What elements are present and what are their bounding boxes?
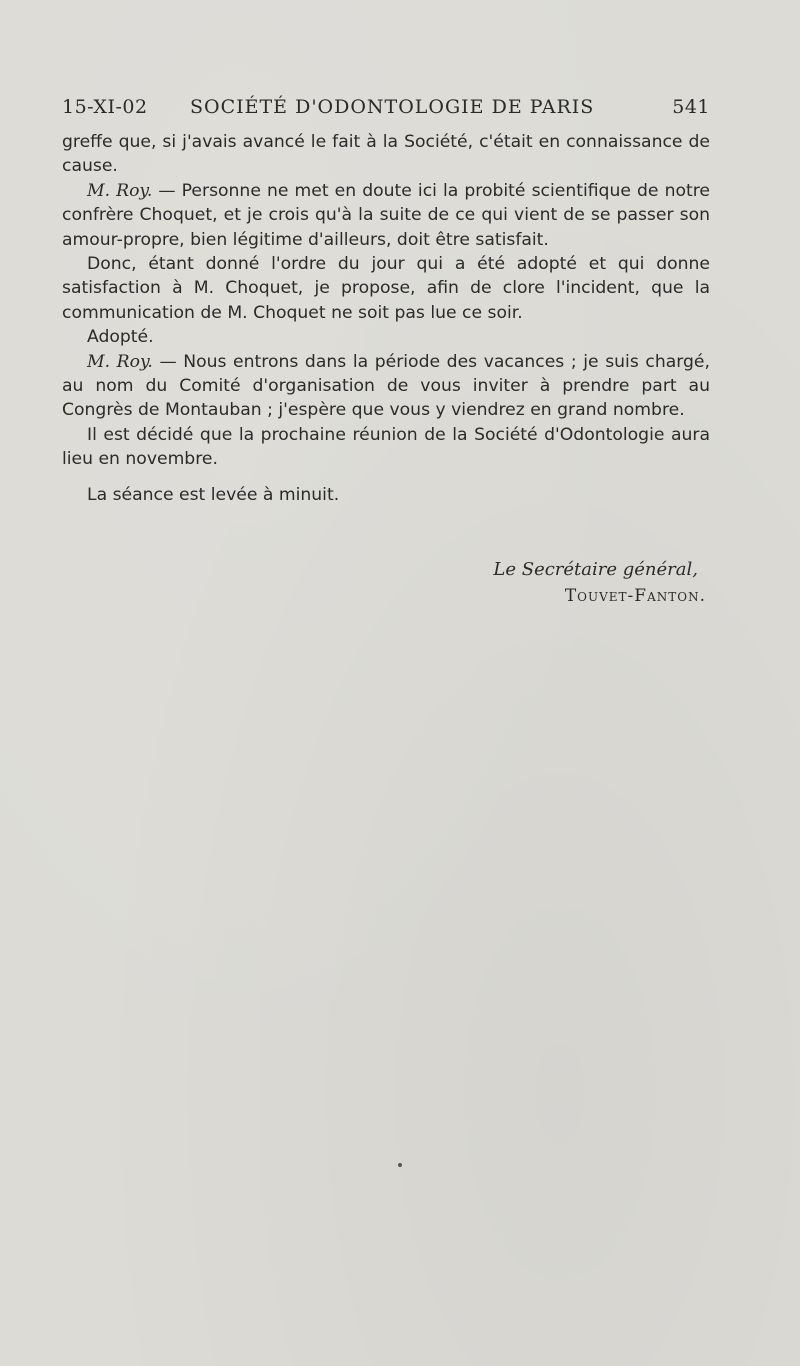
body-text [62, 130, 710, 507]
paragraph-ordre-du-jour: Donc, étant donné l'ordre du jour qui a été adopté et qui donne satisfaction à M. Choquet, je propose, afin de clore l'incident, que la communication de M. Choquet ne soit pas lue ce soir. [62, 254, 710, 323]
paragraph-roy-2 [62, 350, 710, 423]
paragraph-continuation: greffe que, si j'avais avancé le fait à la Société, c'était en connaissance de cause. [62, 132, 710, 177]
speaker-name: M. Roy. [87, 180, 153, 201]
header-date: 15-XI-02 [62, 96, 148, 118]
running-head [62, 96, 710, 122]
signature-title: Le Secrétaire général, [493, 559, 698, 580]
header-title: SOCIÉTÉ D'ODONTOLOGIE DE PARIS [190, 96, 595, 118]
ink-speck [398, 1163, 402, 1167]
paragraph-text: — Personne ne met en doute ici la probité scientifique de notre confrère Choquet, et je crois qu'à la suite de ce qui vient de se passer son amour-propre, bien légitime d'ailleurs, doit être satisfait. [62, 180, 710, 250]
speaker-name: M. Roy. [87, 351, 153, 372]
page-number: 541 [672, 96, 710, 118]
paragraph-prochaine-reunion: Il est décidé que la prochaine réunion de la Société d'Odontologie aura lieu en novembre. [62, 424, 710, 470]
paragraph-adopte: Adopté. [87, 327, 154, 348]
signature-block [493, 556, 706, 608]
signature-name: Touvet-Fanton. [564, 586, 706, 606]
paragraph-text: — Nous entrons dans la période des vacances ; je suis chargé, au nom du Comité d'organisation de vous inviter à prendre part au Congrès de Montauban ; j'espère que vous y viendrez en grand nombre. [62, 351, 710, 421]
paragraph-roy-1 [62, 179, 710, 252]
paragraph-seance-levee: La séance est levée à minuit. [87, 484, 340, 505]
